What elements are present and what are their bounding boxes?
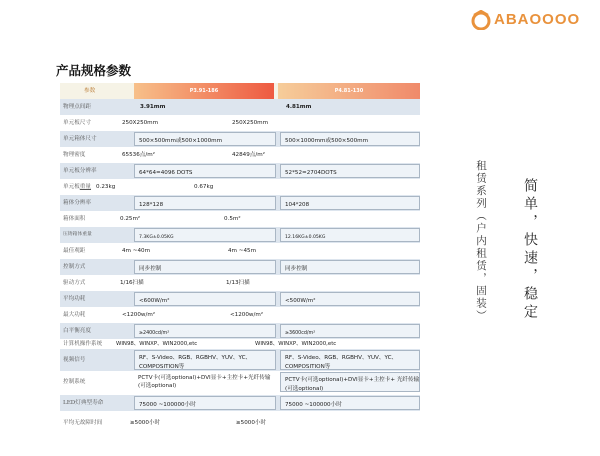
value-cell-1 bbox=[134, 228, 276, 242]
row-value-1: 4m ~40m bbox=[122, 248, 151, 254]
row-label: 单元板尺寸 bbox=[63, 120, 91, 126]
row-value-2: 1/13扫描 bbox=[226, 280, 250, 286]
row-value-2: 12.16KG±0.05KG bbox=[285, 235, 326, 240]
row-value-1: 同步控制 bbox=[139, 266, 162, 272]
value-cell-2 bbox=[280, 396, 420, 410]
row-value-2: ≥5000小时 bbox=[236, 420, 267, 426]
row-label: 物理密度 bbox=[63, 152, 86, 158]
row-value-2: <1200w/m² bbox=[230, 312, 264, 318]
table-row bbox=[60, 115, 420, 131]
row-label: 最佳观距 bbox=[63, 248, 86, 254]
row-value-1: RF、S-Video、RGB、RGBHV、YUV、YC、COMPOSITION等 bbox=[139, 355, 252, 370]
row-label: 控制方式 bbox=[63, 264, 86, 270]
row-label: 物理点间距 bbox=[63, 104, 91, 110]
row-value-1: ≥2400cd/m² bbox=[139, 331, 170, 336]
row-value-2: 0.67kg bbox=[194, 184, 214, 190]
row-value-1: 0.25m² bbox=[120, 216, 141, 222]
table-row bbox=[60, 243, 420, 259]
table-row bbox=[60, 163, 420, 179]
logo-mark-icon bbox=[470, 10, 492, 30]
row-value-2: 75000 ~100000小时 bbox=[285, 402, 342, 408]
table-header-row bbox=[60, 83, 420, 99]
row-value-1: ≥5000小时 bbox=[130, 420, 161, 426]
header-label: 参数 bbox=[84, 88, 96, 94]
header-model-2: P4.81-130 bbox=[278, 83, 420, 99]
table-row bbox=[60, 195, 420, 211]
row-value-2: 同步控制 bbox=[285, 266, 308, 272]
row-label: 控制系统 bbox=[63, 379, 86, 385]
row-label: 白平衡亮度 bbox=[63, 328, 91, 334]
row-value-2: 52*52=2704DOTS bbox=[285, 170, 337, 176]
table-row bbox=[60, 211, 420, 227]
page-title: 产品规格参数 bbox=[56, 63, 132, 78]
table-row bbox=[60, 291, 420, 307]
value-cell-1 bbox=[134, 396, 276, 410]
row-value-2: 4.81mm bbox=[286, 104, 312, 110]
row-label: 单元箱体尺寸 bbox=[63, 136, 97, 142]
row-label: LED灯典型寿命 bbox=[63, 400, 104, 406]
header-model-1: P3.91-186 bbox=[134, 83, 274, 99]
value-cell-2 bbox=[280, 260, 420, 274]
value-cell-1 bbox=[134, 164, 276, 178]
value-cell-1 bbox=[134, 324, 276, 338]
value-cell-2 bbox=[280, 228, 420, 242]
row-label: 平均无故障时间 bbox=[63, 420, 103, 426]
value-cell-2 bbox=[280, 350, 420, 370]
table-row bbox=[60, 147, 420, 163]
row-value-1: 0.23kg bbox=[96, 184, 116, 190]
row-value-2: WIN98、WINXP、WIN2000,etc bbox=[255, 341, 337, 347]
row-label: 箱体分辨率 bbox=[63, 200, 91, 206]
row-label: 箱体面积 bbox=[63, 216, 86, 222]
brand-logo bbox=[470, 8, 582, 32]
row-value-1: 7.3KG±0.05KG bbox=[139, 235, 174, 240]
row-value-2: 250X250mm bbox=[232, 120, 269, 126]
logo-text: ABAOOOO bbox=[494, 11, 581, 28]
row-value-1: WIN98、WINXP、WIN2000,etc bbox=[116, 341, 198, 347]
row-label: 最大功耗 bbox=[63, 312, 86, 318]
value-cell-1 bbox=[134, 260, 276, 274]
row-value-2: 0.5m² bbox=[224, 216, 241, 222]
row-value-1: 250X250mm bbox=[122, 120, 159, 126]
table-row bbox=[60, 395, 420, 411]
row-value-1: 75000 ~100000小时 bbox=[139, 402, 196, 408]
row-value-1: PCTV卡(可选optional)+DVI显卡+主控卡+光纤传输(可选optional) bbox=[138, 375, 271, 389]
value-cell-2 bbox=[280, 292, 420, 306]
table-row bbox=[60, 307, 420, 323]
row-value-1: <1200w/m² bbox=[122, 312, 156, 318]
row-label: 视频信号 bbox=[63, 357, 86, 363]
value-cell-1 bbox=[134, 292, 276, 306]
table-row bbox=[60, 275, 420, 291]
row-value-1: 128*128 bbox=[139, 202, 164, 208]
row-value-2: <500W/m² bbox=[285, 298, 316, 304]
value-cell-2 bbox=[280, 196, 420, 210]
value-cell-2 bbox=[280, 132, 420, 146]
value-cell-1 bbox=[134, 196, 276, 210]
row-value-2: 4m ~45m bbox=[228, 248, 257, 254]
series-caption: 租赁系列（户内租赁，固装） bbox=[475, 160, 487, 323]
table-row bbox=[60, 339, 420, 349]
table-row bbox=[60, 131, 420, 147]
row-label: 计算机操作系统 bbox=[63, 341, 103, 347]
row-value-2: PCTV卡(可选optional)+DVI显卡+主控卡+ 光纤传输(可选optional) bbox=[285, 377, 420, 392]
row-value-2: RF、S-Video、RGB、RGBHV、YUV、YC、COMPOSITION等 bbox=[285, 355, 398, 370]
value-cell-2 bbox=[280, 324, 420, 338]
row-value-1: 64*64=4096 DOTS bbox=[139, 170, 193, 176]
table-row bbox=[60, 179, 420, 195]
row-value-2: 42849点/m² bbox=[232, 152, 265, 158]
value-cell-2 bbox=[280, 164, 420, 178]
table-row bbox=[60, 99, 420, 115]
row-value-1: 3.91mm bbox=[140, 104, 166, 110]
table-row bbox=[60, 349, 420, 371]
row-value-1: <600W/m² bbox=[139, 298, 170, 304]
row-value-1: 1/16扫描 bbox=[120, 280, 144, 286]
table-row bbox=[60, 259, 420, 275]
value-cell-2 bbox=[280, 372, 420, 392]
value-cell-1 bbox=[134, 132, 276, 146]
row-label: 驱动方式 bbox=[63, 280, 86, 286]
value-cell-1 bbox=[134, 350, 276, 370]
row-value-2: 104*208 bbox=[285, 202, 310, 208]
row-label: 单元板分辨率 bbox=[63, 168, 97, 174]
table-row bbox=[60, 227, 420, 243]
row-label: 平均功耗 bbox=[63, 296, 86, 302]
row-label: 压铸箱体重量 bbox=[63, 232, 92, 237]
row-value-1: 65536点/m² bbox=[122, 152, 155, 158]
table-row bbox=[60, 323, 420, 339]
table-row bbox=[60, 415, 420, 431]
row-value-1: 500×500mm或500×1000mm bbox=[139, 138, 223, 144]
row-label: 单元板重量 bbox=[63, 184, 91, 190]
row-value-2: ≥3600cd/m² bbox=[285, 331, 316, 336]
table-row bbox=[60, 371, 420, 393]
slogan: 简单，快速，稳定 bbox=[522, 178, 538, 322]
row-value-2: 500×1000mm或500×500mm bbox=[285, 138, 369, 144]
